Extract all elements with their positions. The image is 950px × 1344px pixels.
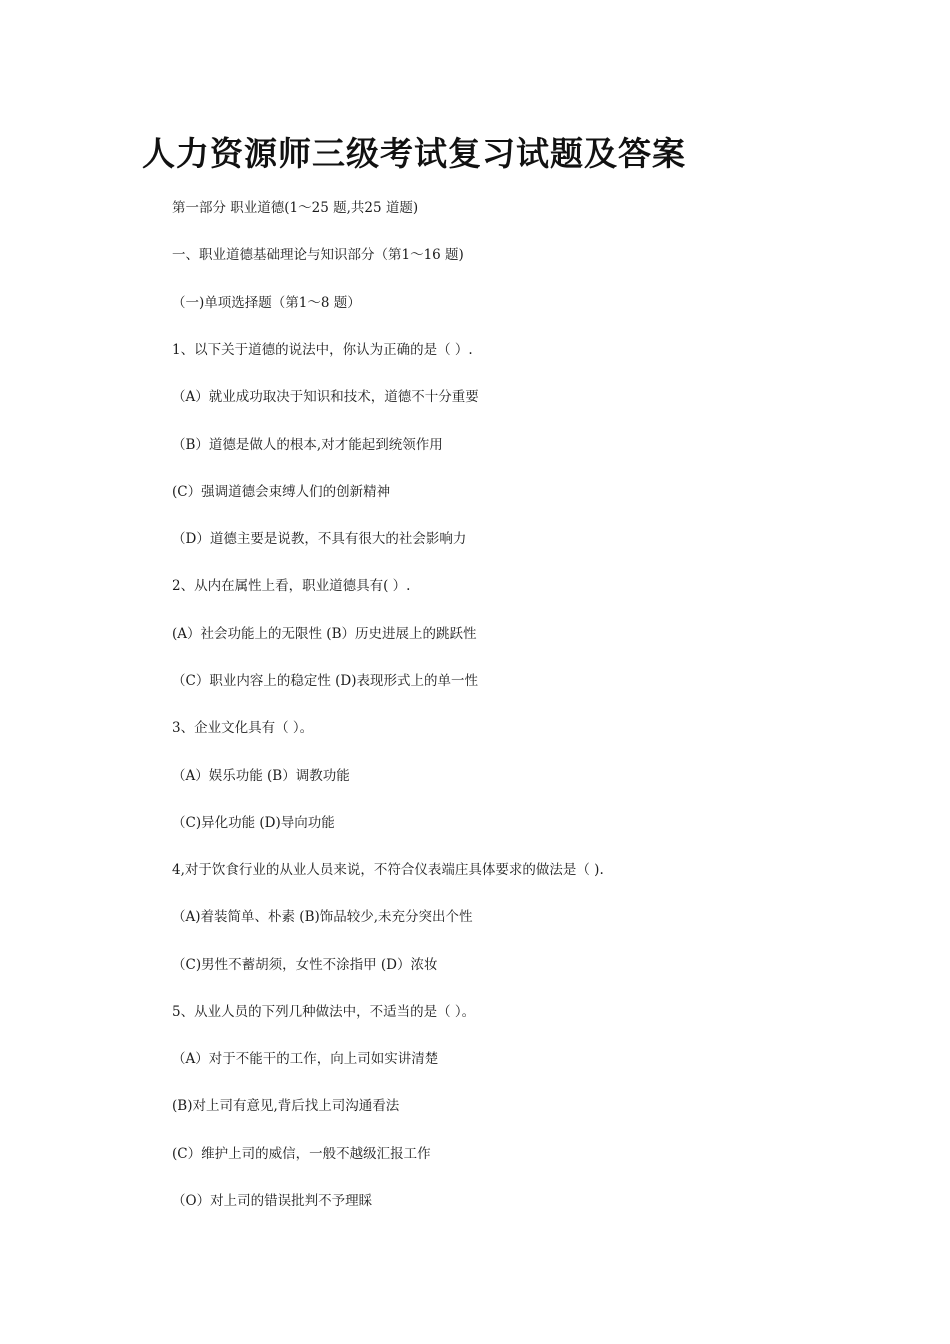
part-heading: 第一部分 职业道德(1～25 题,共25 道题) — [172, 200, 419, 216]
question-5-option-b: (B)对上司有意见,背后找上司沟通看法 — [172, 1098, 400, 1114]
question-1-option-b: （B）道德是做人的根本,对才能起到统领作用 — [172, 437, 443, 453]
question-5-stem: 5、从业人员的下列几种做法中，不适当的是（ ）。 — [172, 1004, 476, 1020]
question-4-stem: 4,对于饮食行业的从业人员来说，不符合仪表端庄具体要求的做法是（ ). — [172, 862, 604, 878]
question-3-options-ab: （A）娱乐功能 (B）调教功能 — [172, 768, 350, 784]
subsection-heading: （一)单项选择题（第1～8 题） — [172, 295, 361, 311]
question-1-stem: 1、以下关于道德的说法中，你认为正确的是（ ）. — [172, 342, 473, 358]
question-5-option-a: （A）对于不能干的工作，向上司如实讲清楚 — [172, 1051, 439, 1067]
question-4-options-cd: （C)男性不蓄胡须，女性不涂指甲 (D）浓妆 — [172, 957, 438, 973]
section-heading: 一、职业道德基础理论与知识部分（第1～16 题) — [172, 247, 464, 263]
question-1-option-a: （A）就业成功取决于知识和技术，道德不十分重要 — [172, 389, 479, 405]
question-2-stem: 2、从内在属性上看，职业道德具有( ）. — [172, 578, 411, 594]
document-title: 人力资源师三级考试复习试题及答案 — [142, 134, 686, 173]
question-3-stem: 3、企业文化具有（ ）。 — [172, 720, 314, 736]
question-4-options-ab: （A)着装简单、朴素 (B)饰品较少,未充分突出个性 — [172, 909, 473, 925]
question-5-option-c: (C）维护上司的威信，一般不越级汇报工作 — [172, 1146, 431, 1162]
question-1-option-c: (C）强调道德会束缚人们的创新精神 — [172, 484, 391, 500]
question-1-option-d: （D）道德主要是说教，不具有很大的社会影响力 — [172, 531, 467, 547]
question-5-option-d: （O）对上司的错误批判不予理睬 — [172, 1193, 373, 1209]
question-2-options-ab: (A）社会功能上的无限性 (B）历史进展上的跳跃性 — [172, 626, 477, 642]
question-2-options-cd: （C）职业内容上的稳定性 (D)表现形式上的单一性 — [172, 673, 478, 689]
question-3-options-cd: （C)异化功能 (D)导向功能 — [172, 815, 335, 831]
